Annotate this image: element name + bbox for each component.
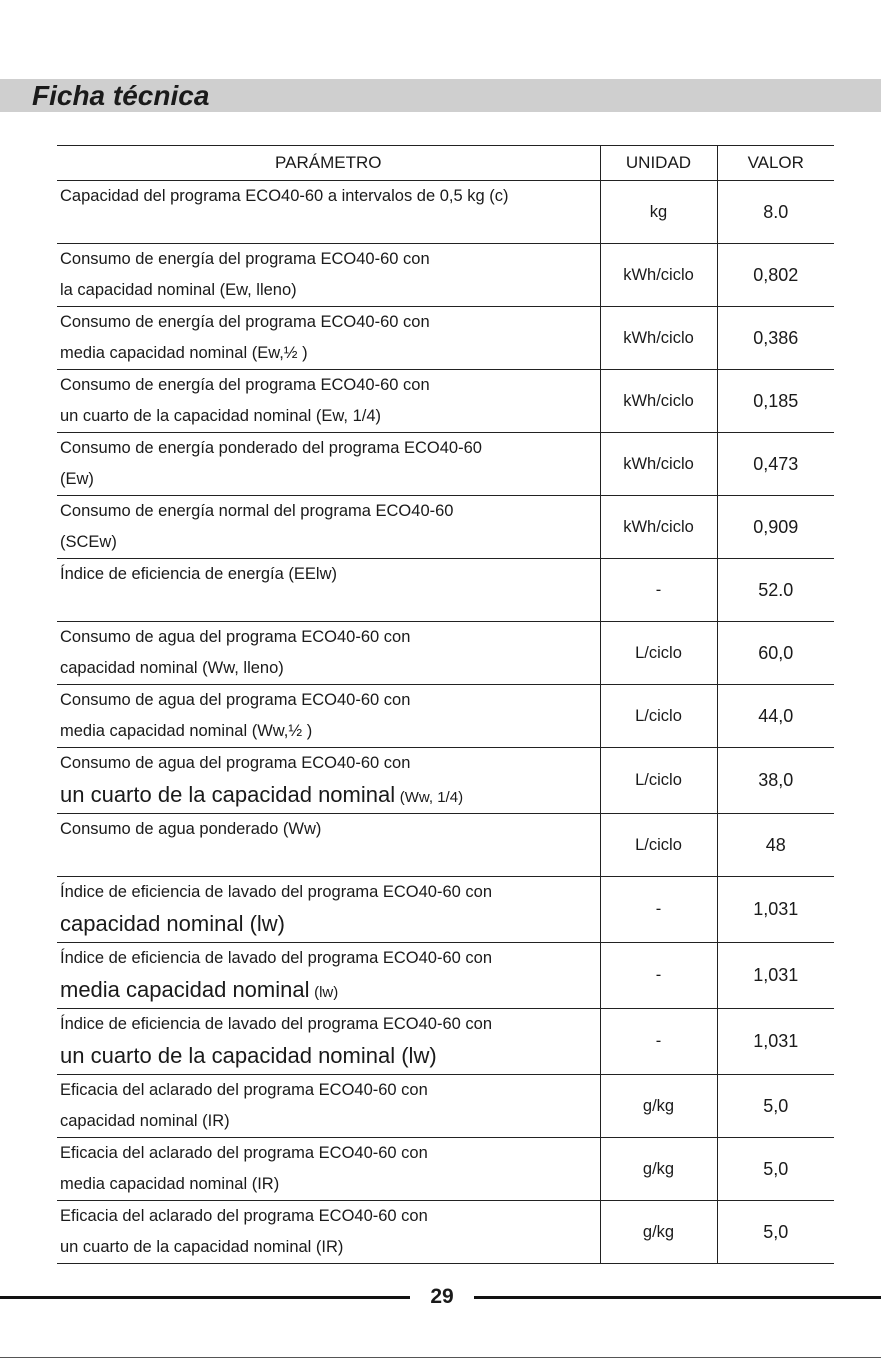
table-row [57,559,834,622]
parameter-line-2-text: capacidad nominal (Ww, lleno) [60,659,284,677]
unit-cell: L/ciclo [600,622,717,685]
parameter-line-2-text: un cuarto de la capacidad nominal (Ew, 1/4) [60,407,382,425]
parameter-cell [57,622,600,685]
value-cell: 5,0 [717,1138,834,1201]
table-row [57,433,834,496]
parameter-line-2 [60,1169,600,1200]
parameter-cell [57,943,600,1009]
parameter-line-2 [60,1040,600,1074]
parameter-cell [57,244,600,307]
parameter-line-1: Consumo de agua del programa ECO40-60 con [60,754,411,772]
parameter-cell [57,1009,600,1075]
parameter-line-2-suffix: (Ww, 1/4) [399,789,464,806]
value-cell: 0,802 [717,244,834,307]
value-cell: 38,0 [717,748,834,814]
parameter-cell [57,307,600,370]
unit-cell: kWh/ciclo [600,307,717,370]
parameter-cell [57,1201,600,1264]
parameter-line-1: Consumo de agua ponderado (Ww) [60,820,322,838]
value-cell: 5,0 [717,1075,834,1138]
value-cell: 1,031 [717,1009,834,1075]
parameter-cell [57,370,600,433]
parameter-cell [57,1075,600,1138]
table-row [57,877,834,943]
parameter-line-2 [60,1232,600,1263]
page-number: 29 [430,1285,454,1308]
table-row [57,814,834,877]
parameter-line-1: Consumo de energía del programa ECO40-60 con [60,376,430,394]
value-cell: 0,386 [717,307,834,370]
parameter-cell [57,748,600,814]
parameter-cell [57,814,600,877]
parameter-line-2 [60,464,600,495]
unit-cell: g/kg [600,1201,717,1264]
unit-cell: L/ciclo [600,685,717,748]
parameter-line-1: Índice de eficiencia de lavado del programa ECO40-60 con [60,949,493,967]
table-row [57,748,834,814]
value-cell: 1,031 [717,943,834,1009]
parameter-line-2 [60,908,600,942]
footer-rule-right [474,1296,881,1299]
value-cell: 5,0 [717,1201,834,1264]
unit-cell: kWh/ciclo [600,370,717,433]
table-row [57,307,834,370]
table-header-row [57,146,834,181]
value-cell: 48 [717,814,834,877]
parameter-line-2 [60,779,600,813]
parameter-line-2-text: (SCEw) [60,533,117,551]
parameter-line-2-text: un cuarto de la capacidad nominal [60,782,396,807]
value-cell: 8.0 [717,181,834,244]
parameter-line-2-text: un cuarto de la capacidad nominal (IR) [60,1238,344,1256]
parameter-line-1: Índice de eficiencia de lavado del programa ECO40-60 con [60,1015,493,1033]
parameter-cell [57,1138,600,1201]
parameter-line-2-text: media capacidad nominal (IR) [60,1175,280,1193]
unit-cell: - [600,1009,717,1075]
unit-cell: - [600,559,717,622]
parameter-cell [57,877,600,943]
value-cell: 0,185 [717,370,834,433]
table-row [57,622,834,685]
unit-cell: - [600,943,717,1009]
unit-cell: g/kg [600,1075,717,1138]
parameter-line-1: Consumo de agua del programa ECO40-60 con [60,691,411,709]
parameter-cell [57,685,600,748]
parameter-cell [57,181,600,244]
parameter-line-2-text: media capacidad nominal (Ww,½ ) [60,722,313,740]
parameter-line-1: Índice de eficiencia de lavado del programa ECO40-60 con [60,883,493,901]
parameter-line-2 [60,653,600,684]
parameter-line-2-text: capacidad nominal (IR) [60,1112,230,1130]
table-row [57,1138,834,1201]
parameter-line-2-text: la capacidad nominal (Ew, lleno) [60,281,297,299]
unit-cell: - [600,877,717,943]
parameter-line-2 [60,338,600,369]
table-row [57,1201,834,1264]
value-cell: 0,473 [717,433,834,496]
value-cell: 60,0 [717,622,834,685]
table-row [57,1009,834,1075]
unit-cell: L/ciclo [600,748,717,814]
parameter-line-1: Consumo de energía del programa ECO40-60 con [60,250,430,268]
unit-cell: kWh/ciclo [600,244,717,307]
parameter-line-1: Eficacia del aclarado del programa ECO40-60 con [60,1144,428,1162]
parameter-cell [57,496,600,559]
parameter-line-2-text: media capacidad nominal [60,977,310,1002]
page-title: Ficha técnica [32,80,210,111]
table-row [57,244,834,307]
parameter-line-2 [60,401,600,432]
parameter-line-2 [60,527,600,558]
parameter-line-1: Eficacia del aclarado del programa ECO40-60 con [60,1081,428,1099]
parameter-line-1: Consumo de agua del programa ECO40-60 con [60,628,411,646]
parameter-line-2 [60,716,600,747]
table-row [57,943,834,1009]
table-row [57,496,834,559]
unit-cell: L/ciclo [600,814,717,877]
value-cell: 0,909 [717,496,834,559]
parameter-cell [57,559,600,622]
table-row [57,685,834,748]
value-cell: 1,031 [717,877,834,943]
footer-rule-left [0,1296,410,1299]
spec-table [57,145,834,1264]
header-parameter: PARÁMETRO [57,146,600,181]
parameter-line-1: Consumo de energía del programa ECO40-60 con [60,313,430,331]
parameter-line-2-text: (Ew) [60,470,94,488]
parameter-cell [57,433,600,496]
parameter-line-2-text: capacidad nominal (lw) [60,911,285,936]
table-row [57,1075,834,1138]
value-cell: 52.0 [717,559,834,622]
parameter-line-2-text: un cuarto de la capacidad nominal (lw) [60,1043,437,1068]
unit-cell: kg [600,181,717,244]
parameter-line-2 [60,1106,600,1137]
header-unit: UNIDAD [600,146,717,181]
parameter-line-1: Eficacia del aclarado del programa ECO40-60 con [60,1207,428,1225]
table-body [57,181,834,1264]
parameter-line-2 [60,275,600,306]
table-row [57,370,834,433]
parameter-line-1: Consumo de energía normal del programa ECO40-60 [60,502,454,520]
unit-cell: kWh/ciclo [600,433,717,496]
parameter-line-2 [60,974,600,1008]
value-cell: 44,0 [717,685,834,748]
parameter-line-1: Capacidad del programa ECO40-60 a intervalos de 0,5 kg (c) [60,187,509,205]
parameter-line-1: Consumo de energía ponderado del programa ECO40-60 [60,439,482,457]
header-value: VALOR [717,146,834,181]
parameter-line-1: Índice de eficiencia de energía (EElw) [60,565,337,583]
unit-cell: kWh/ciclo [600,496,717,559]
parameter-line-2-text: media capacidad nominal (Ew,½ ) [60,344,308,362]
unit-cell: g/kg [600,1138,717,1201]
parameter-line-2-suffix: (lw) [314,984,339,1001]
page-bottom-rule [0,1357,881,1358]
table-row [57,181,834,244]
